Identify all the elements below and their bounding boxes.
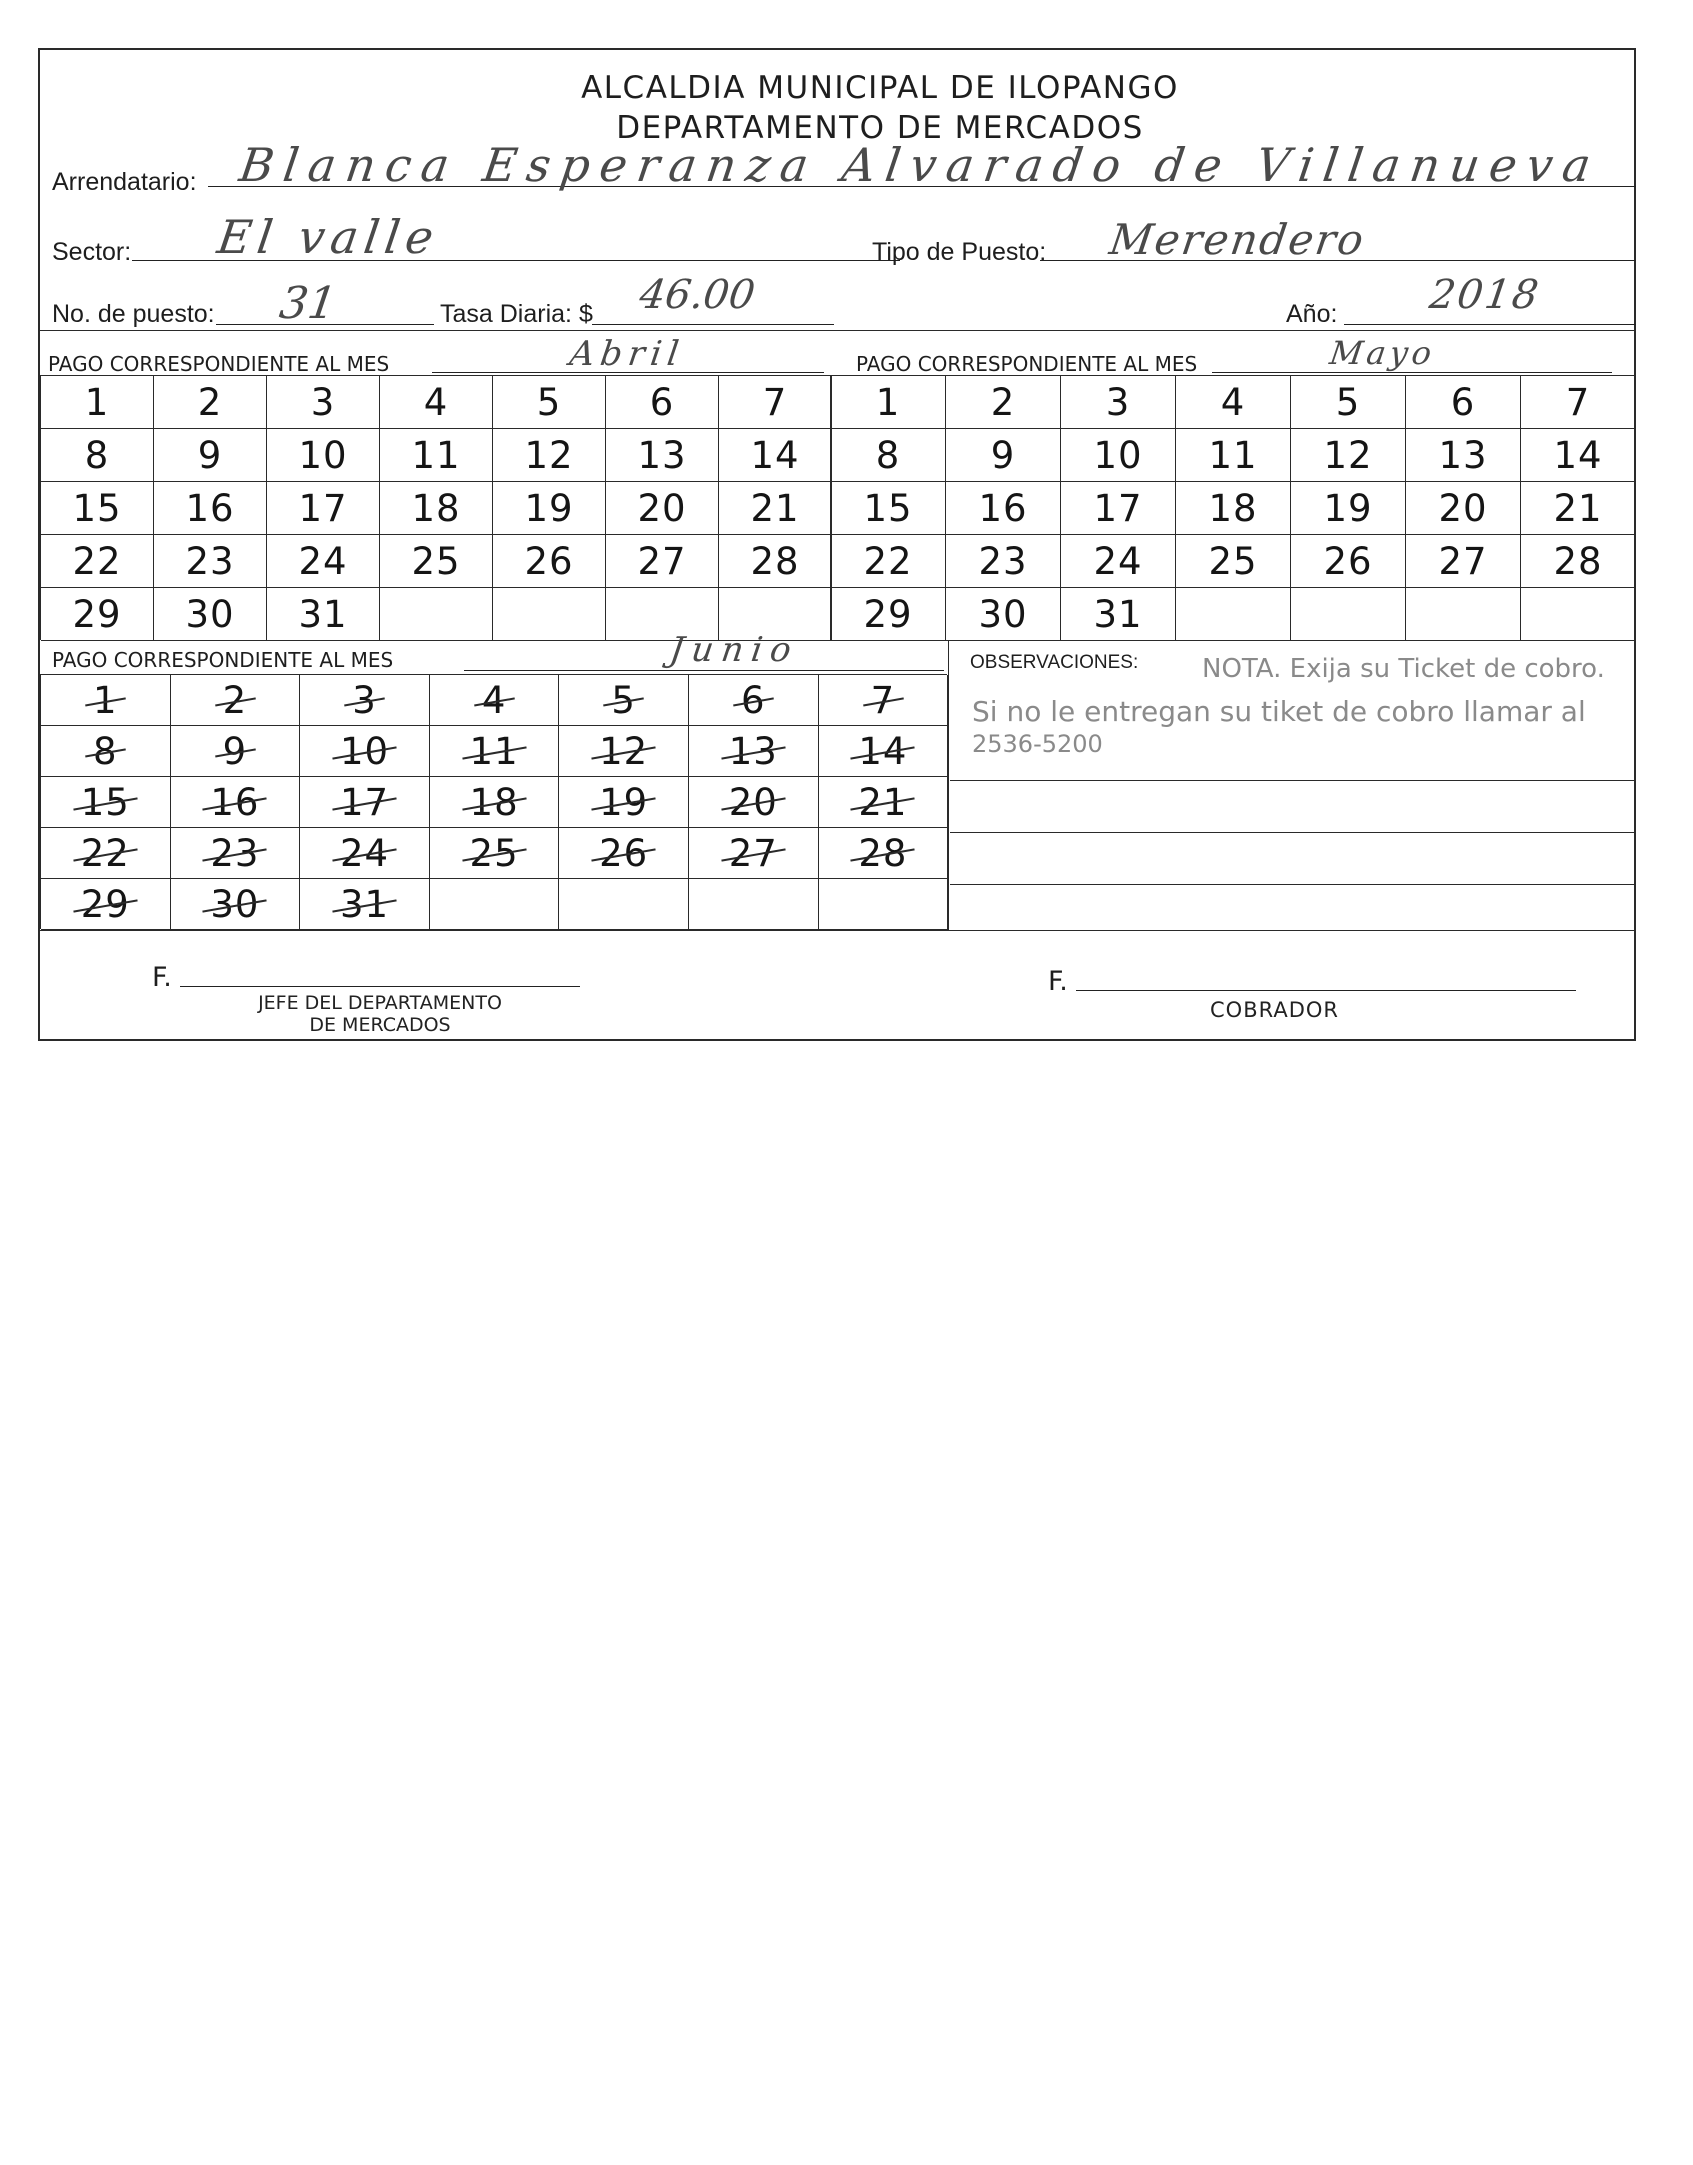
day-cell <box>430 879 560 930</box>
day-cell <box>41 376 154 429</box>
day-number: 31 <box>339 882 390 926</box>
month-1-grid <box>40 375 831 640</box>
day-number: 9 <box>197 433 223 477</box>
day-number: 25 <box>411 539 461 583</box>
day-cell <box>831 429 946 482</box>
department-title: DEPARTAMENTO DE MERCADOS <box>616 110 1144 146</box>
day-cell <box>1521 376 1636 429</box>
day-cell <box>1061 376 1176 429</box>
day-cell <box>1406 429 1521 482</box>
day-number: 21 <box>750 486 800 530</box>
obs-line-3 <box>950 884 1636 885</box>
day-number: 29 <box>80 882 130 926</box>
day-number: 10 <box>298 433 348 477</box>
day-cell <box>154 482 267 535</box>
day-cell <box>1061 429 1176 482</box>
day-cell <box>719 376 832 429</box>
header-divider <box>40 330 1636 331</box>
day-cell <box>41 726 171 777</box>
day-number: 28 <box>858 831 908 875</box>
day-number: 1 <box>84 380 110 424</box>
day-cell <box>1406 376 1521 429</box>
day-cell <box>154 535 267 588</box>
anio-value: 2018 <box>1426 272 1544 318</box>
right-signature-line <box>1076 990 1576 991</box>
day-cell <box>559 777 689 828</box>
day-cell <box>1521 535 1636 588</box>
day-cell <box>267 588 380 641</box>
month-2-label: PAGO CORRESPONDIENTE AL MES <box>856 352 1198 376</box>
day-number: 4 <box>423 380 449 424</box>
day-cell <box>1176 482 1291 535</box>
month-2-underline <box>1212 372 1612 373</box>
day-number: 22 <box>863 539 913 583</box>
day-cell <box>831 376 946 429</box>
day-number: 31 <box>298 592 348 636</box>
day-number: 12 <box>1323 433 1373 477</box>
day-number: 13 <box>728 729 778 773</box>
day-cell <box>41 828 171 879</box>
day-number: 29 <box>863 592 913 636</box>
day-cell <box>1176 588 1291 641</box>
day-number: 11 <box>411 433 461 477</box>
day-number: 7 <box>870 678 896 722</box>
day-cell <box>430 828 560 879</box>
day-cell <box>493 376 606 429</box>
day-cell <box>41 429 154 482</box>
day-cell <box>1176 429 1291 482</box>
obs-line-2 <box>950 832 1636 833</box>
day-cell <box>689 777 819 828</box>
day-cell <box>380 588 493 641</box>
day-cell <box>380 429 493 482</box>
day-cell <box>606 535 719 588</box>
day-cell <box>1521 482 1636 535</box>
day-cell <box>1176 376 1291 429</box>
day-cell <box>559 675 689 726</box>
left-signature-caption-2: DE MERCADOS <box>309 1014 451 1036</box>
day-number: 17 <box>298 486 348 530</box>
day-cell <box>1291 588 1406 641</box>
anio-underline <box>1344 324 1636 325</box>
day-cell <box>380 482 493 535</box>
day-number: 20 <box>1438 486 1488 530</box>
day-number: 18 <box>411 486 461 530</box>
obs-line-1 <box>950 780 1636 781</box>
day-cell <box>171 879 301 930</box>
day-cell <box>946 376 1061 429</box>
sector-value: El valle <box>214 210 443 264</box>
day-number: 8 <box>875 433 901 477</box>
day-cell <box>946 482 1061 535</box>
day-number: 10 <box>1093 433 1143 477</box>
day-number: 6 <box>1450 380 1476 424</box>
day-number: 26 <box>599 831 649 875</box>
month-3-label: PAGO CORRESPONDIENTE AL MES <box>52 648 394 672</box>
day-cell <box>267 482 380 535</box>
day-cell <box>430 777 560 828</box>
observaciones-label: OBSERVACIONES: <box>970 652 1139 673</box>
day-cell <box>946 429 1061 482</box>
day-number: 16 <box>210 780 260 824</box>
month-3-underline <box>464 670 944 671</box>
day-number: 28 <box>750 539 800 583</box>
day-cell <box>606 376 719 429</box>
day-number: 27 <box>728 831 778 875</box>
day-cell <box>559 879 689 930</box>
day-cell <box>819 675 949 726</box>
day-number: 11 <box>1208 433 1258 477</box>
day-cell <box>171 675 301 726</box>
month-1-name: Abril <box>567 334 688 374</box>
day-number: 18 <box>469 780 519 824</box>
municipality-title: ALCALDIA MUNICIPAL DE ILOPANGO <box>581 70 1179 106</box>
day-cell <box>689 726 819 777</box>
day-cell <box>267 535 380 588</box>
nota-text: NOTA. Exija su Ticket de cobro. <box>1202 654 1605 684</box>
day-number: 2 <box>197 380 223 424</box>
day-cell <box>267 429 380 482</box>
day-cell <box>1176 535 1291 588</box>
day-cell <box>493 588 606 641</box>
day-cell <box>171 828 301 879</box>
phone-number: 2536-5200 <box>972 730 1103 758</box>
day-number: 1 <box>93 678 118 722</box>
day-number: 26 <box>1323 539 1373 583</box>
left-signature-caption-1: JEFE DEL DEPARTAMENTO <box>258 992 502 1014</box>
day-number: 19 <box>599 780 649 824</box>
day-number: 2 <box>222 678 248 722</box>
day-number: 9 <box>990 433 1016 477</box>
payment-card <box>38 48 1636 1041</box>
day-cell <box>41 777 171 828</box>
day-cell <box>300 777 430 828</box>
day-cell <box>300 828 430 879</box>
arrendatario-value: Blanca Esperanza Alvarado de Villanueva <box>236 138 1605 192</box>
day-number: 19 <box>524 486 574 530</box>
day-number: 27 <box>637 539 687 583</box>
day-number: 3 <box>1105 380 1131 424</box>
day-cell <box>300 675 430 726</box>
day-number: 29 <box>72 592 122 636</box>
day-number: 8 <box>93 729 118 773</box>
month-3-name: Junio <box>667 630 802 670</box>
day-cell <box>559 726 689 777</box>
puesto-label: No. de puesto: <box>52 300 215 328</box>
day-cell <box>171 777 301 828</box>
day-cell <box>41 535 154 588</box>
sector-label: Sector: <box>52 238 132 266</box>
tasa-label: Tasa Diaria: $ <box>440 300 593 328</box>
day-number: 23 <box>185 539 235 583</box>
day-cell <box>1061 535 1176 588</box>
day-cell <box>689 828 819 879</box>
day-number: 14 <box>858 729 908 773</box>
day-cell <box>946 535 1061 588</box>
day-number: 21 <box>858 780 908 824</box>
day-number: 7 <box>762 380 788 424</box>
day-number: 17 <box>339 780 390 824</box>
day-cell <box>41 482 154 535</box>
tasa-value: 46.00 <box>636 272 758 318</box>
day-number: 25 <box>469 831 519 875</box>
day-number: 22 <box>80 831 130 875</box>
day-cell <box>831 482 946 535</box>
day-number: 14 <box>750 433 800 477</box>
left-signature-line <box>180 986 580 987</box>
puesto-value: 31 <box>276 278 340 329</box>
day-cell <box>430 675 560 726</box>
day-cell <box>267 376 380 429</box>
day-number: 17 <box>1093 486 1143 530</box>
day-number: 24 <box>339 831 390 875</box>
day-cell <box>606 482 719 535</box>
day-number: 23 <box>978 539 1028 583</box>
day-number: 5 <box>611 678 636 722</box>
day-cell <box>154 376 267 429</box>
tasa-underline <box>592 324 834 325</box>
day-cell <box>430 726 560 777</box>
day-number: 3 <box>310 380 336 424</box>
day-number: 16 <box>978 486 1028 530</box>
day-number: 6 <box>741 678 766 722</box>
day-cell <box>831 535 946 588</box>
day-cell <box>1406 588 1521 641</box>
month-2-name: Mayo <box>1327 334 1438 372</box>
day-cell <box>300 726 430 777</box>
month-3-grid <box>40 674 947 929</box>
day-cell <box>41 588 154 641</box>
day-number: 15 <box>863 486 913 530</box>
day-number: 24 <box>298 539 348 583</box>
day-number: 4 <box>481 678 507 722</box>
day-cell <box>493 535 606 588</box>
month-2-grid <box>830 375 1635 640</box>
day-cell <box>171 726 301 777</box>
day-number: 25 <box>1208 539 1258 583</box>
tipo-puesto-label: Tipo de Puesto: <box>872 238 1047 266</box>
day-cell <box>559 828 689 879</box>
day-cell <box>819 828 949 879</box>
arrendatario-label: Arrendatario: <box>52 168 197 196</box>
day-cell <box>689 879 819 930</box>
day-cell <box>1521 429 1636 482</box>
day-cell <box>380 535 493 588</box>
day-number: 6 <box>649 380 675 424</box>
day-cell <box>154 429 267 482</box>
day-number: 14 <box>1553 433 1603 477</box>
day-number: 22 <box>72 539 122 583</box>
day-cell <box>1521 588 1636 641</box>
day-number: 1 <box>875 380 901 424</box>
day-number: 27 <box>1438 539 1488 583</box>
day-number: 13 <box>637 433 687 477</box>
day-number: 11 <box>469 729 519 773</box>
day-number: 5 <box>1335 380 1361 424</box>
day-number: 8 <box>84 433 110 477</box>
day-cell <box>41 675 171 726</box>
anio-label: Año: <box>1286 300 1338 328</box>
day-cell <box>154 588 267 641</box>
day-number: 15 <box>80 780 130 824</box>
day-number: 23 <box>210 831 260 875</box>
day-cell <box>719 535 832 588</box>
day-cell <box>606 429 719 482</box>
day-cell <box>1061 588 1176 641</box>
day-number: 24 <box>1093 539 1143 583</box>
day-number: 20 <box>728 780 778 824</box>
day-cell <box>1291 376 1406 429</box>
day-cell <box>819 777 949 828</box>
day-cell <box>493 429 606 482</box>
day-number: 10 <box>339 729 390 773</box>
day-number: 19 <box>1323 486 1373 530</box>
day-cell <box>380 376 493 429</box>
llamar-text: Si no le entregan su tiket de cobro llamar al <box>972 695 1586 728</box>
day-number: 2 <box>990 380 1016 424</box>
day-number: 30 <box>210 882 260 926</box>
day-number: 21 <box>1553 486 1603 530</box>
day-number: 13 <box>1438 433 1488 477</box>
day-number: 16 <box>185 486 235 530</box>
day-cell <box>831 588 946 641</box>
day-cell <box>1406 535 1521 588</box>
day-number: 9 <box>222 729 248 773</box>
day-cell <box>1291 482 1406 535</box>
day-number: 30 <box>978 592 1028 636</box>
day-cell <box>819 879 949 930</box>
day-cell <box>493 482 606 535</box>
day-cell <box>1406 482 1521 535</box>
day-number: 7 <box>1565 380 1591 424</box>
day-cell <box>41 879 171 930</box>
month-1-label: PAGO CORRESPONDIENTE AL MES <box>48 352 390 376</box>
observaciones-divider <box>948 640 949 930</box>
day-number: 12 <box>524 433 574 477</box>
day-number: 28 <box>1553 539 1603 583</box>
day-number: 4 <box>1220 380 1246 424</box>
right-signature-prefix: F. <box>1048 966 1068 997</box>
day-number: 3 <box>352 678 377 722</box>
day-cell <box>946 588 1061 641</box>
day-cell <box>719 482 832 535</box>
signature-divider <box>40 930 1636 931</box>
day-number: 31 <box>1093 592 1143 636</box>
day-number: 26 <box>524 539 574 583</box>
day-number: 30 <box>185 592 235 636</box>
day-number: 15 <box>72 486 122 530</box>
day-number: 18 <box>1208 486 1258 530</box>
right-signature-caption: COBRADOR <box>1210 998 1339 1022</box>
day-cell <box>719 429 832 482</box>
day-cell <box>1061 482 1176 535</box>
day-cell <box>300 879 430 930</box>
day-cell <box>819 726 949 777</box>
day-number: 20 <box>637 486 687 530</box>
day-cell <box>1291 535 1406 588</box>
day-cell <box>1291 429 1406 482</box>
day-number: 12 <box>599 729 649 773</box>
tipo-puesto-value: Merendero <box>1106 215 1369 264</box>
day-cell <box>689 675 819 726</box>
left-signature-prefix: F. <box>152 962 172 993</box>
day-number: 5 <box>536 380 562 424</box>
